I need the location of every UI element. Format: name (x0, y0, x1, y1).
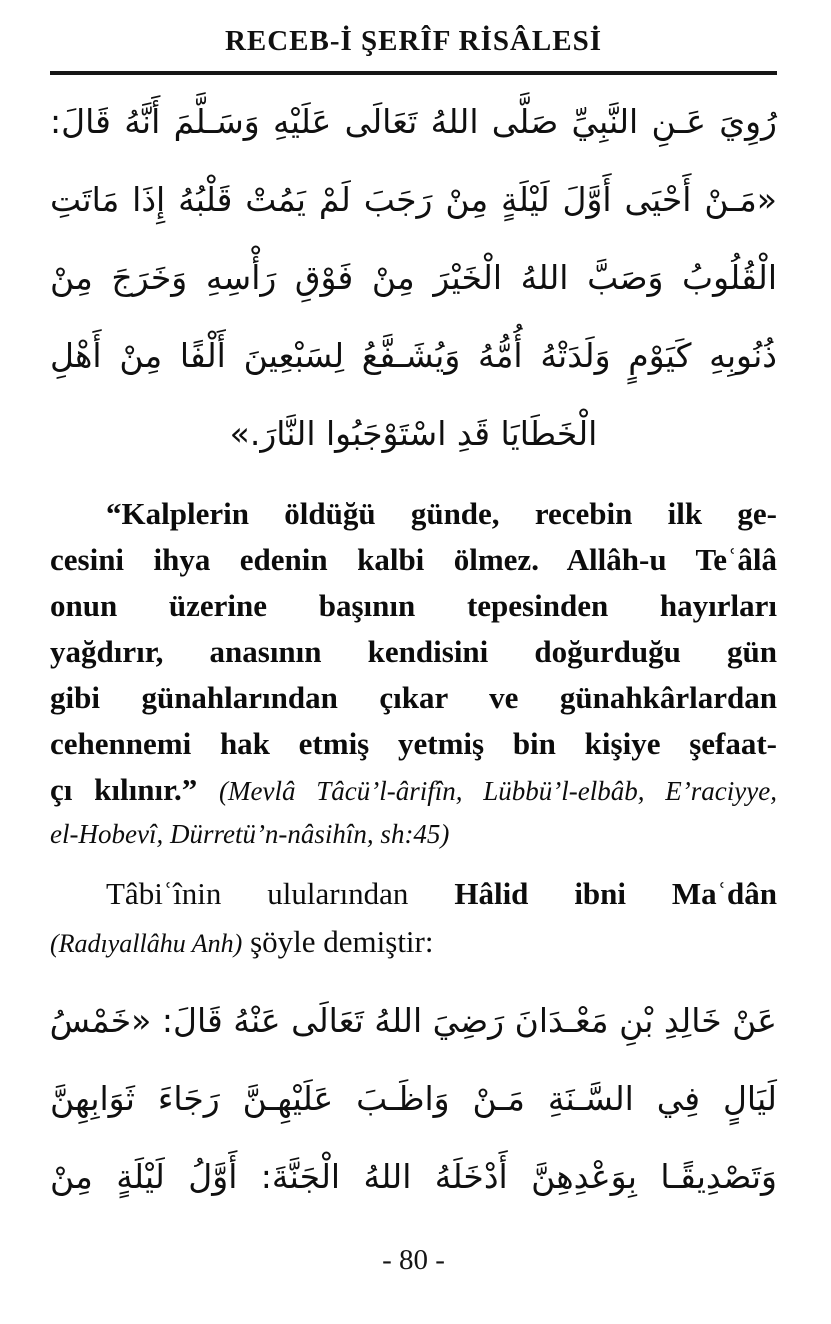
page-number: - 80 - (382, 1244, 445, 1276)
narrator-name: Hâlid ibni Maʿdân (454, 876, 777, 911)
arabic-line: الْقُلُوبُ وَصَبَّ اللهُ الْخَيْرَ مِنْ فَوْقِ رَأْسِهِ وَخَرَجَ مِنْ (50, 258, 777, 297)
translation-citation-line (50, 767, 777, 814)
arabic-line: رُوِيَ عَـنِ النَّبِيِّ صَلَّى اللهُ تَعَالَى عَلَيْهِ وَسَـلَّمَ أَنَّهُ قَالَ: (50, 102, 777, 141)
narrator-paragraph (50, 870, 777, 968)
arabic-line: عَنْ خَالِدِ بْنِ مَعْـدَانَ رَضِيَ اللهُ تَعَالَى عَنْهُ قَالَ: «خَمْسُ (49, 1001, 777, 1040)
narrator-line (50, 918, 777, 968)
source-citation: (Mevlâ Tâcü’l-ârifîn, Lübbü’l-elbâb, E’raciyye, (219, 776, 777, 806)
source-citation-continued: el-Hobevî, Dürretü’n-nâsihîn, sh:45) (50, 819, 450, 849)
narrator-tail: şöyle demiştir: (250, 924, 434, 959)
arabic-line-last: الْخَطَايَا قَدِ اسْتَوْجَبُوا النَّارَ.» (229, 414, 598, 453)
arabic-line: وَتَصْدِيقًـا بِوَعْدِهِنَّ أَدْخَلَهُ اللهُ الْجَنَّةَ: أَوَّلُ لَيْلَةٍ مِنْ (50, 1157, 777, 1196)
arabic-line: لَيَالٍ فِي السَّـنَةِ مَـنْ وَاظَـبَ عَلَيْهِـنَّ رَجَاءَ ثَوَابِهِنَّ (50, 1079, 777, 1118)
narrator-lead: Tâbiʿînin ulularından (106, 876, 455, 911)
narrator-honorific: (Radıyallâhu Anh) (50, 929, 243, 958)
translation-line: cehennemi hak etmiş yetmiş bin kişiye şefaat- (50, 726, 777, 761)
turkish-translation-paragraph (50, 491, 777, 854)
translation-line: gibi günahlarından çıkar ve günahkârlardan (50, 680, 777, 715)
arabic-hadith-block-2 (50, 982, 777, 1216)
arabic-line: ذُنُوبِهِ كَيَوْمٍ وَلَدَتْهُ أُمُّهُ وَيُشَـفَّعُ لِسَبْعِينَ أَلْفًا مِنْ أَهْلِ (50, 336, 777, 375)
translation-closing: çı kılınır.” (50, 772, 198, 807)
translation-line: onun üzerine başının tepesinden hayırları (50, 588, 777, 623)
page-title: RECEB-İ ŞERÎF RİSÂLESİ (224, 25, 603, 57)
arabic-hadith-block-1 (50, 83, 777, 473)
translation-line: “Kalplerin öldüğü günde, recebin ilk ge- (106, 496, 777, 531)
translation-line: cesini ihya edenin kalbi ölmez. Allâh-u Teʿâlâ (50, 542, 777, 577)
translation-line: yağdırır, anasının kendisini doğurduğu gün (50, 634, 777, 669)
narrator-line (50, 870, 777, 918)
arabic-line: «مَـنْ أَحْيَى أَوَّلَ لَيْلَةٍ مِنْ رَجَبَ لَمْ يَمُتْ قَلْبُهُ إِذَا مَاتَتِ (50, 180, 777, 219)
header-rule (50, 71, 777, 75)
